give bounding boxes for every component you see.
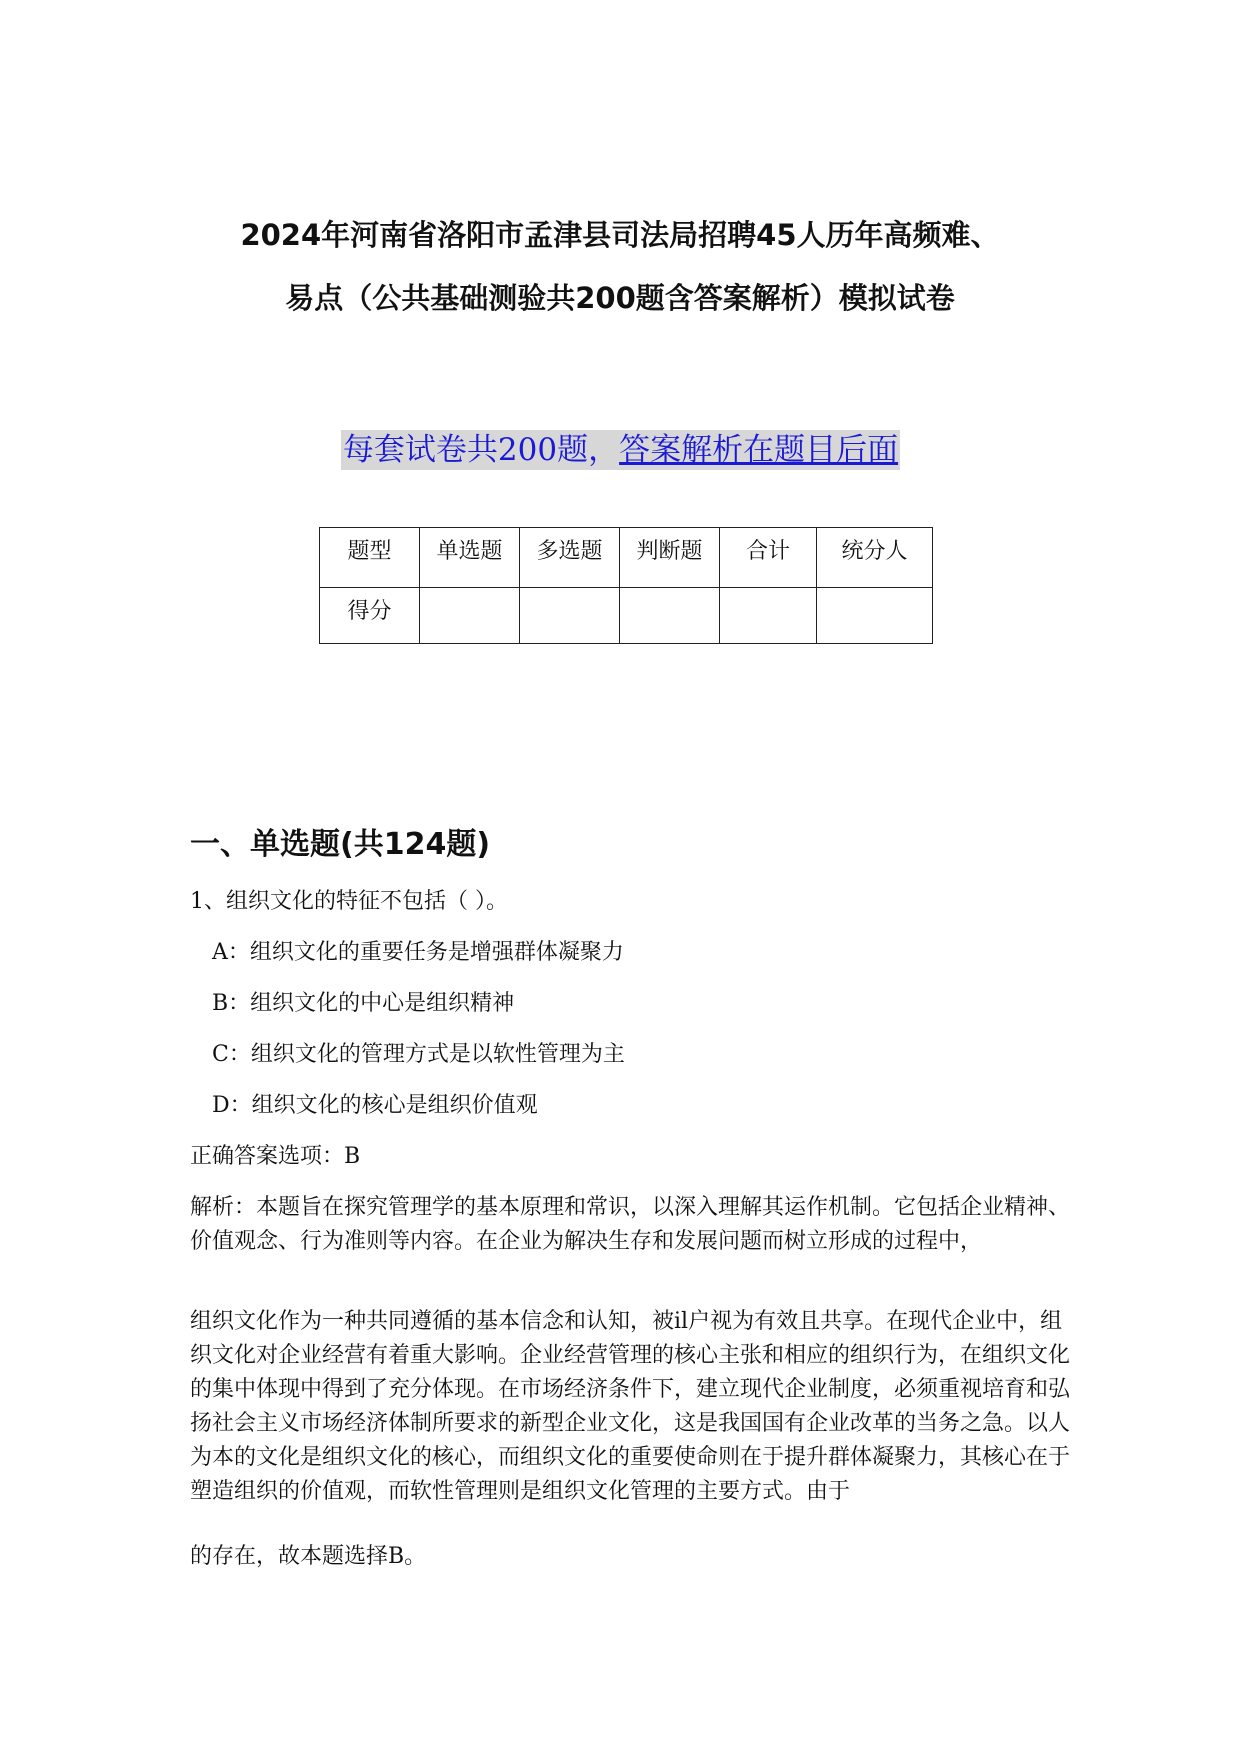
score-table-header-row: [320, 528, 933, 588]
header-cell-type: 题型: [320, 528, 420, 588]
title-line-1: 2024年河南省洛阳市孟津县司法局招聘45人历年高频难、: [240, 218, 1000, 252]
header-cell-judgement: 判断题: [620, 528, 720, 588]
title-line-2: 易点（公共基础测验共200题含答案解析）模拟试卷: [285, 281, 955, 315]
option-d: D：组织文化的核心是组织价值观: [212, 1093, 538, 1118]
score-table-score-row: [320, 588, 933, 644]
subtitle-underlined-link: 答案解析在题目后面: [619, 432, 899, 468]
option-a: A：组织文化的重要任务是增强群体凝聚力: [212, 940, 624, 965]
header-cell-single: 单选题: [420, 528, 520, 588]
explanation-paragraph-2: 组织文化作为一种共同遵循的基本信念和认知，被il户视为有效且共享。在现代企业中，组织文化对企业经营有着重大影响。企业经营管理的核心主张和相应的组织行为，在组织文化的集中体现中得到了充分体现。在市场经济条件下，建立现代企业制度，必须重视培育和弘扬社会主义市场经济体制所要求的新型企业文化，这是我国国有企业改革的当务之急。以人为本的文化是组织文化的核心，而组织文化的重要使命则在于提升群体凝聚力，其核心在于塑造组织的价值观，而软性管理则是组织文化管理的主要方式。由于: [190, 1309, 1071, 1504]
score-cell-judgement[interactable]: [620, 588, 720, 644]
explanation-paragraph-1: 解析：本题旨在探究管理学的基本原理和常识，以深入理解其运作机制。它包括企业精神、价值观念、行为准则等内容。在企业为解决生存和发展问题而树立形成的过程中，: [190, 1195, 1071, 1254]
score-cell-multiple[interactable]: [520, 588, 620, 644]
score-cell-single[interactable]: [420, 588, 520, 644]
answer-line: 正确答案选项：B: [190, 1144, 361, 1169]
option-c: C：组织文化的管理方式是以软性管理为主: [212, 1042, 625, 1067]
header-cell-total: 合计: [720, 528, 817, 588]
header-cell-multiple: 多选题: [520, 528, 620, 588]
option-b: B：组织文化的中心是组织精神: [212, 991, 515, 1016]
score-table: [319, 527, 933, 644]
explanation-paragraph-3: 的存在，故本题选择B。: [190, 1544, 427, 1569]
subtitle-plain: 每套试卷共200题，: [342, 432, 620, 468]
question-stem: 1、组织文化的特征不包括（ ）。: [190, 889, 508, 914]
score-row-label: 得分: [320, 588, 420, 644]
score-cell-scorer[interactable]: [817, 588, 933, 644]
section-heading: 一、单选题(共124题): [190, 827, 491, 862]
subtitle-highlight: [341, 430, 900, 470]
header-cell-scorer: 统分人: [817, 528, 933, 588]
subtitle: [0, 426, 1241, 474]
document-title: [180, 204, 1060, 330]
score-cell-total[interactable]: [720, 588, 817, 644]
